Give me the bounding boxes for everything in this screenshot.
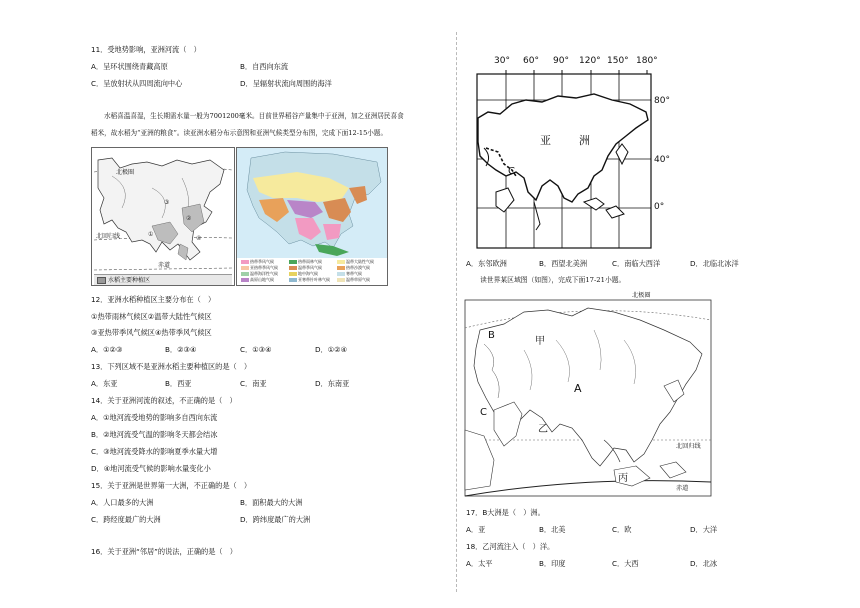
hatched-area-icon	[97, 277, 106, 284]
q16-option-a[interactable]: A．东邻欧洲	[466, 259, 507, 268]
lon-label-180: 180°	[636, 56, 658, 66]
climate-legend-item-9: 寒带气候	[346, 271, 362, 276]
q15-stem: 15．关于亚洲是世界第一大洲，不正确的是（ ）	[91, 481, 252, 490]
climate-legend-swatch-7	[241, 272, 249, 276]
q17-stem: 17．B大洲是（ ）洲。	[466, 508, 545, 517]
climate-legend-swatch-5	[289, 266, 297, 270]
q17-option-d[interactable]: D．大洋	[690, 525, 718, 534]
q18-option-c[interactable]: C．大西	[612, 559, 639, 568]
lon-label-90: 90°	[553, 56, 569, 66]
q12-statement-1: ①热带雨林气候区②温带大陆性气候区	[91, 312, 212, 321]
map-label-asia-2: 洲	[579, 134, 590, 147]
climate-legend-swatch-10	[241, 278, 249, 282]
region-map-equator-label: 赤道	[676, 485, 689, 492]
region-map-label-yi: 乙	[538, 424, 548, 435]
region-map-drawing	[464, 290, 712, 498]
climate-legend	[239, 259, 385, 284]
climate-legend-item-6: 热带沙漠气候	[346, 265, 370, 270]
region-map-label-a: A	[574, 382, 582, 395]
asia-grid-drawing	[466, 52, 704, 250]
q14-option-c[interactable]: C．③地河流受降水的影响夏季水量大增	[91, 447, 218, 456]
q11-option-c[interactable]: C．呈放射状从四周流向中心	[91, 79, 183, 88]
region-map-label-jia: 甲	[535, 336, 545, 347]
region-map-label-bing: 丙	[618, 473, 628, 484]
q14-option-b[interactable]: B．②地河流受气温的影响冬天都会结冰	[91, 430, 218, 439]
lat-label-40: 40°	[654, 155, 670, 165]
q14-option-d[interactable]: D．④地河流受气候的影响水量变化小	[91, 464, 211, 473]
svg-text:③: ③	[164, 199, 170, 206]
rice-map-legend-text: 水稻主要种植区	[108, 277, 151, 284]
climate-legend-item-1: 热带季风气候	[250, 259, 274, 264]
q13-option-c[interactable]: C．南亚	[240, 379, 267, 388]
q16-option-c[interactable]: C．南临大西洋	[612, 259, 661, 268]
region-map-label-b: B	[488, 330, 495, 341]
rice-distribution-map	[91, 147, 235, 286]
q16-option-d[interactable]: D．北临北冰洋	[690, 259, 739, 268]
climate-legend-item-12: 温带草原气候	[346, 277, 370, 282]
q17-option-a[interactable]: A．亚	[466, 525, 486, 534]
climate-legend-swatch-4	[241, 266, 249, 270]
lat-label-0: 0°	[654, 202, 665, 212]
lat-label-80: 80°	[654, 96, 670, 106]
q11-option-d[interactable]: D．呈辐射状流向周围的海洋	[240, 79, 332, 88]
svg-text:①: ①	[148, 231, 154, 238]
climate-legend-item-3: 温带大陆性气候	[346, 259, 374, 264]
q16-stem: 16．关于亚洲“邻居”的说法，正确的是（ ）	[91, 547, 237, 556]
q15-option-b[interactable]: B．面积最大的大洲	[240, 498, 303, 507]
intro-paragraph-line2: 稻米，故水稻为“亚洲的粮食”。读亚洲水稻分布示意图和亚洲气候类型分布图，完成下面12-15小题。	[91, 129, 388, 137]
climate-legend-swatch-1	[241, 260, 249, 264]
climate-legend-swatch-8	[289, 272, 297, 276]
rice-map-equator-label: 赤道	[158, 262, 171, 269]
q15-option-a[interactable]: A．人口最多的大洲	[91, 498, 154, 507]
q13-option-a[interactable]: A．东亚	[91, 379, 118, 388]
rice-map-arctic-label: 北极圈	[116, 169, 135, 176]
q18-stem: 18．乙河流注入（ ）洋。	[466, 542, 555, 551]
q11-option-b[interactable]: B．自西向东流	[240, 62, 289, 71]
asia-grid-map	[466, 52, 704, 250]
intro-17-21: 读世界某区域图（如图），完成下面17-21小题。	[480, 276, 626, 284]
q11-option-a[interactable]: A．呈环状围绕青藏高原	[91, 62, 168, 71]
q12-stem: 12．亚洲水稻种植区主要分布在（ ）	[91, 295, 216, 304]
q15-option-d[interactable]: D．跨纬度最广的大洲	[240, 515, 311, 524]
q12-option-b[interactable]: B．②③④	[165, 345, 197, 354]
q11-stem: 11．受地势影响，亚洲河流（ ）	[91, 45, 201, 54]
q18-option-b[interactable]: B．印度	[539, 559, 566, 568]
climate-legend-item-5: 温带季风气候	[298, 265, 322, 270]
q18-option-d[interactable]: D．北冰	[690, 559, 718, 568]
q14-stem: 14．关于亚洲河流的叙述，不正确的是（ ）	[91, 396, 237, 405]
svg-text:②: ②	[186, 215, 192, 222]
q15-option-c[interactable]: C．跨经度最广的大洲	[91, 515, 161, 524]
q12-option-d[interactable]: D．①②④	[315, 345, 348, 354]
map-label-c: C	[508, 166, 515, 177]
climate-legend-item-2: 热带雨林气候	[298, 259, 322, 264]
climate-legend-item-11: 亚寒带针叶林气候	[298, 277, 330, 282]
q17-option-b[interactable]: B．北美	[539, 525, 566, 534]
q18-option-a[interactable]: A．太平	[466, 559, 493, 568]
climate-legend-swatch-3	[337, 260, 345, 264]
q13-option-d[interactable]: D．东南亚	[315, 379, 350, 388]
climate-legend-swatch-11	[289, 278, 297, 282]
climate-legend-swatch-12	[337, 278, 345, 282]
q13-stem: 13．下列区域不是亚洲水稻主要种植区的是（ ）	[91, 362, 252, 371]
region-map-tropic-label: 北回归线	[676, 443, 701, 450]
lon-label-60: 60°	[523, 56, 539, 66]
q12-option-a[interactable]: A．①②③	[91, 345, 123, 354]
climate-legend-swatch-2	[289, 260, 297, 264]
q13-option-b[interactable]: B．西亚	[165, 379, 192, 388]
climate-legend-item-10: 高原山地气候	[250, 277, 274, 282]
climate-type-map	[236, 147, 388, 286]
climate-legend-item-8: 地中海气候	[298, 271, 318, 276]
climate-legend-item-7: 温带海洋性气候	[250, 271, 278, 276]
q17-option-c[interactable]: C．欧	[612, 525, 632, 534]
lon-label-30: 30°	[494, 56, 510, 66]
q12-option-c[interactable]: C．①③④	[240, 345, 272, 354]
lon-label-120: 120°	[579, 56, 601, 66]
lon-label-150: 150°	[607, 56, 629, 66]
q14-option-a[interactable]: A．①地河流受地势的影响多自西向东流	[91, 413, 218, 422]
column-divider	[456, 32, 457, 592]
rice-map-legend	[94, 274, 232, 285]
svg-text:④: ④	[196, 235, 202, 242]
region-map-label-c: C	[480, 407, 487, 418]
climate-legend-swatch-6	[337, 266, 345, 270]
map-label-asia-1: 亚	[540, 134, 551, 147]
q16-option-b[interactable]: B．西望北美洲	[539, 259, 588, 268]
intro-paragraph-line1: 水稻喜温喜湿，生长期需水量一般为7001200毫米。目前世界稻谷产量集中于亚洲，加之亚洲居民喜食	[104, 112, 404, 120]
rice-map-tropic-label: 北回归线	[96, 233, 121, 240]
climate-legend-item-4: 亚热带季风气候	[250, 265, 278, 270]
region-map-arctic-label: 北极圈	[632, 292, 651, 299]
q12-statement-2: ③亚热带季风气候区④热带季风气候区	[91, 328, 212, 337]
climate-legend-swatch-9	[337, 272, 345, 276]
world-region-map	[464, 290, 712, 498]
